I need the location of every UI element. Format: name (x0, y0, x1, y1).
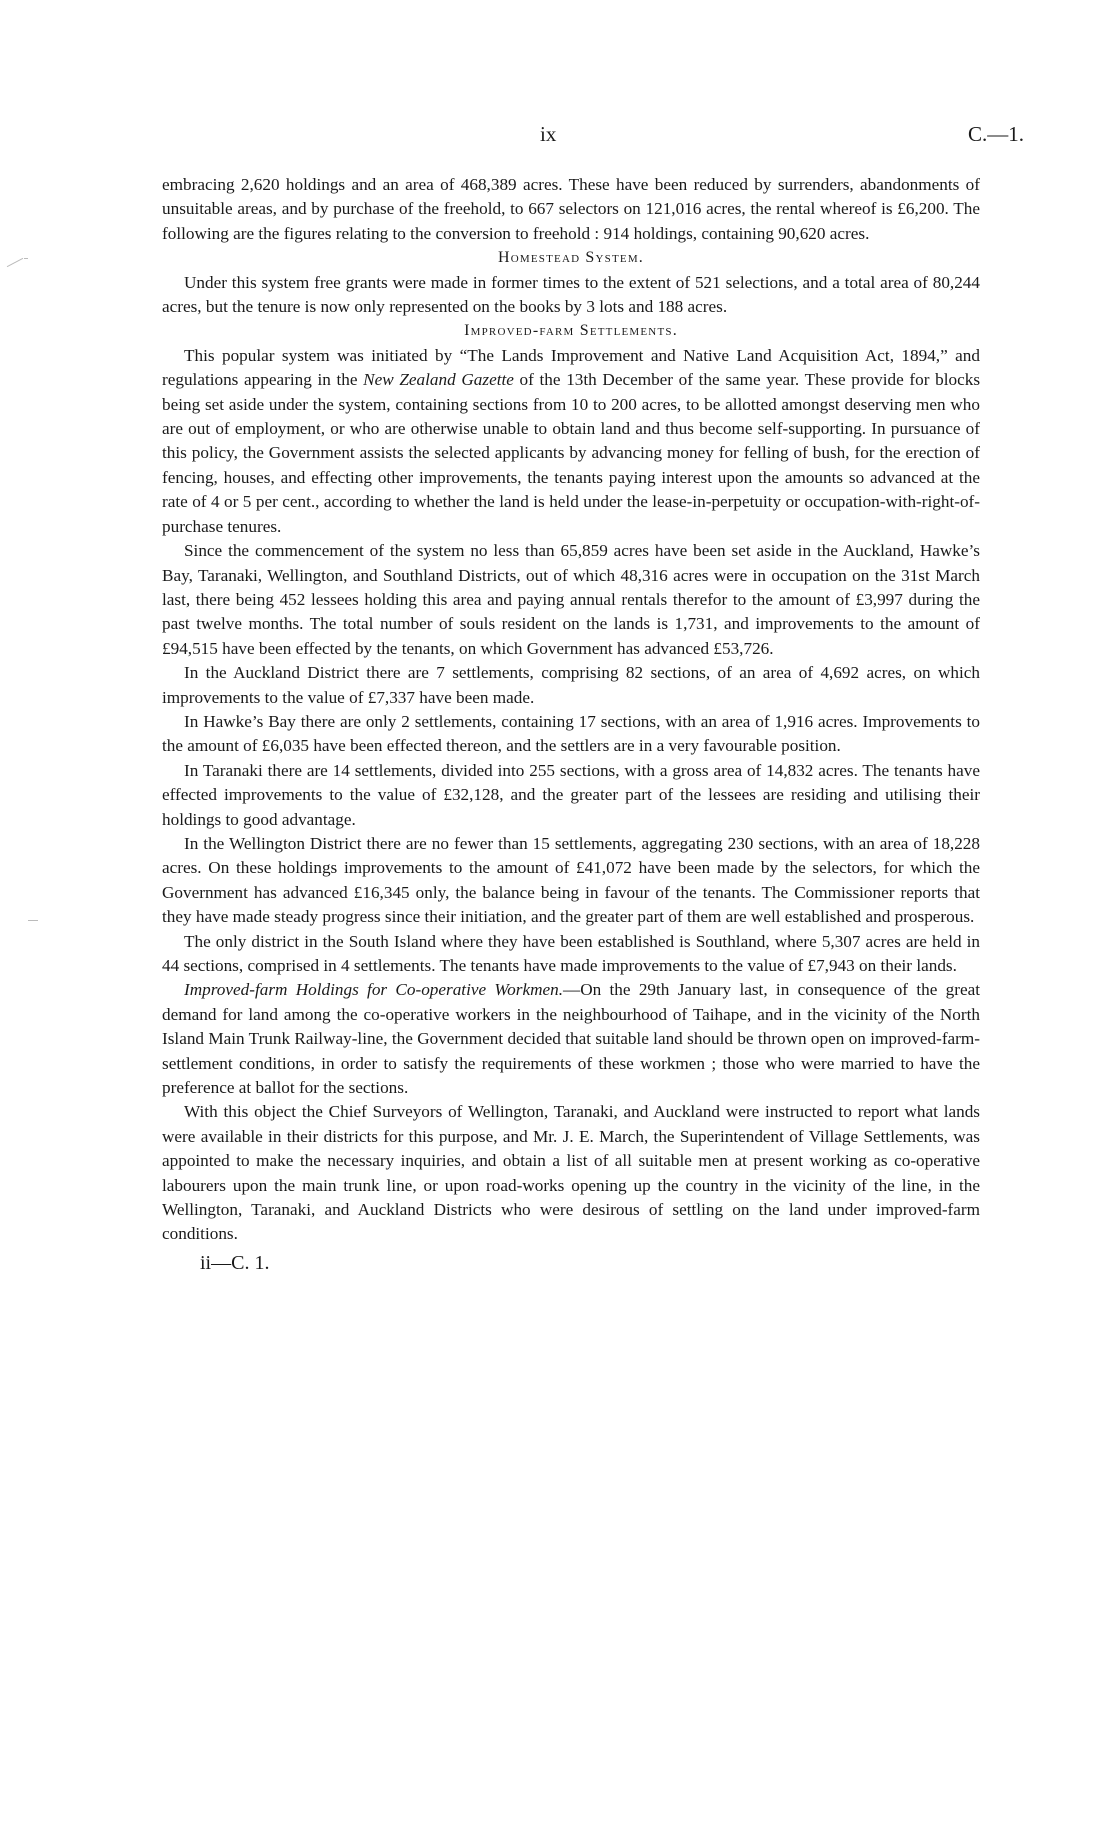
margin-mark (24, 258, 28, 259)
document-reference: C.—1. (967, 122, 1024, 146)
text-span: This popular system was initiated by “The Lands Improvement and Native Land Acquisition Act, 1894,” and regulations appearing in the (162, 345, 980, 390)
paragraph-chief-surveyors: With this object the Chief Surveyors of Wellington, Taranaki, and Auckland were instructed to report what lands were available in their districts for this purpose, and Mr. J. E. March, the Superintendent of Village Settlements, was appointed to make the necessary inquiries, and obtain a list of all suitable men at present working as co-operative labourers upon the main trunk line, or upon road-works opening up the country in the vicinity of the line, in the Wellington, Taranaki, and Auckland Districts who were desirous of settling on the land under improved-farm conditions. (162, 1102, 980, 1244)
subheading-italic: Improved-farm Holdings for Co-operative Workmen. (184, 980, 564, 1000)
page-number: ix (540, 122, 557, 146)
heading-homestead-system: Homestead System. (497, 249, 645, 267)
paragraph-homestead: Under this system free grants were made in former times to the extent of 521 selections, and a total area of 80,244 acres, but the tenure is now only represented on the books by 3 lots and 188 acres. (162, 272, 980, 317)
paragraph-improved-intro (162, 344, 980, 539)
paragraph-hawkes-bay: In Hawke’s Bay there are only 2 settlements, containing 17 sections, with an area of 1,916 acres. Improvements to the amount of £6,035 have been effected thereon, and the settlers are in a very favourable position. (162, 711, 980, 756)
paragraph-auckland: In the Auckland District there are 7 settlements, comprising 82 sections, of an area of 4,692 acres, on which improvements to the value of £7,337 have been made. (162, 663, 980, 707)
margin-mark (7, 258, 23, 267)
text-span: of the 13th December of the same year. These provide for blocks being set aside under the system, containing sections from 10 to 200 acres, to be allotted amongst deserving men who are out of employment, or who are otherwise unable to obtain land and thus become self-supporting. In pursuance of this policy, the Government assists the selected applicants by advancing money for felling of bush, for the erection of fencing, houses, and effecting other improvements, the tenants paying interest upon the amounts so advanced at the rate of 4 or 5 per cent., according to whether the land is held under the lease-in-perpetuity or occupation-with-right-of-purchase tenures. (162, 370, 981, 536)
paragraph-wellington: In the Wellington District there are no fewer than 15 settlements, aggregating 230 sections, with an area of 18,228 acres. On these holdings improvements to the amount of £41,072 have been made by the selectors, for which the Government has advanced £16,345 only, the balance being in favour of the tenants. The Commissioner reports that they have made steady progress since their initiation, and the greater part of them are well established and prosperous. (162, 833, 980, 927)
text-span: —On the 29th January last, in consequence of the great demand for land among the co-operative workers in the neighbourhood of Taihape, and in the vicinity of the North Island Main Trunk Railway-line, the Government decided that suitable land should be thrown open on improved-farm-settlement conditions, in order to satisfy the requirements of these workmen ; those who were married to have the preference at ballot for the sections. (162, 980, 980, 1098)
paragraph-southland: The only district in the South Island where they have been established is Southland, where 5,307 acres are held in 44 sections, comprised in 4 settlements. The tenants have made improvements to the value of £7,943 on their lands. (162, 931, 980, 975)
paragraph-taranaki: In Taranaki there are 14 settlements, divided into 255 sections, with a gross area of 14,832 acres. The tenants have effected improvements to the value of £32,128, and the greater part of the lessees are residing and utilising their holdings to good advantage. (162, 760, 980, 829)
margin-mark (28, 920, 38, 921)
paragraph-since-commencement: Since the commencement of the system no less than 65,859 acres have been set aside in the Auckland, Hawke’s Bay, Taranaki, Wellington, and Southland Districts, out of which 48,316 acres were in occupation on the 31st March last, there being 452 lessees holding this area and paying annual rentals therefor to the amount of £3,997 during the past twelve months. The total number of souls resident on the lands is 1,731, and improvements to the amount of £94,515 have been effected by the tenants, on which Government has advanced £53,726. (162, 541, 980, 658)
heading-improved-farm-settlements: Improved-farm Settlements. (464, 322, 678, 340)
paragraph-cooperative-workmen (162, 978, 980, 1100)
gazette-title: New Zealand Gazette (363, 370, 514, 390)
body-text (162, 173, 980, 1275)
signature-mark: ii—C. 1. (200, 1251, 270, 1274)
paragraph-continuation: embracing 2,620 holdings and an area of 468,389 acres. These have been reduced by surrenders, abandonments of unsuitable areas, and by purchase of the freehold, to 667 selectors on 121,016 acres, the rental whereof is £6,200. The following are the figures relating to the conversion to freehold : 914 holdings, containing 90,620 acres. (162, 175, 980, 243)
